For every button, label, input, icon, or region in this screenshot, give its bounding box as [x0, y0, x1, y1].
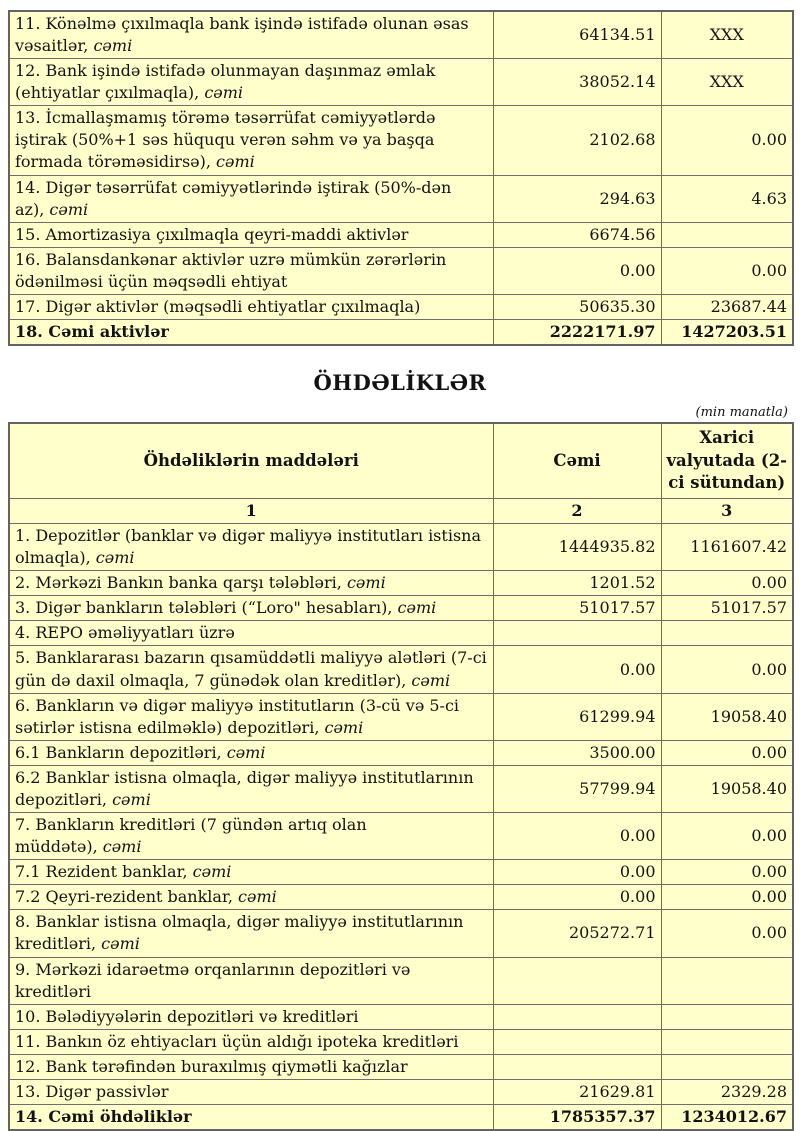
liabilities-row-fx-value: 0.00: [661, 571, 793, 596]
liabilities-row: [9, 571, 793, 596]
header-items-label: Öhdəliklərin maddələri: [9, 423, 493, 499]
liabilities-row-fx-value: 19058.40: [661, 765, 793, 812]
assets-row: [9, 11, 793, 59]
assets-row-fx-value: 23687.44: [661, 294, 793, 319]
assets-row: [9, 175, 793, 222]
liabilities-row-fx-value: 0.00: [661, 813, 793, 860]
liabilities-row-label: 4. REPO əməliyyatları üzrə: [9, 621, 493, 646]
liabilities-row: [9, 1054, 793, 1079]
assets-row: [9, 222, 793, 247]
liabilities-row: [9, 765, 793, 812]
unit-note: (min manatla): [695, 405, 788, 421]
assets-row-total-value: 38052.14: [493, 59, 661, 106]
liabilities-row-total-value: 205272.71: [493, 910, 661, 957]
liabilities-row: [9, 1079, 793, 1104]
assets-row-total-value: 6674.56: [493, 222, 661, 247]
assets-row-fx-value: 0.00: [661, 106, 793, 175]
liabilities-row: [9, 596, 793, 621]
liabilities-row-total-value: 0.00: [493, 646, 661, 693]
assets-row-fx-value: XXX: [661, 59, 793, 106]
liabilities-row-total-value: 57799.94: [493, 765, 661, 812]
liabilities-row-total-value: [493, 1004, 661, 1029]
liabilities-row-label: 11. Bankın öz ehtiyacları üçün aldığı ipoteka kreditləri: [9, 1029, 493, 1054]
liabilities-row-total-value: 3500.00: [493, 740, 661, 765]
liabilities-row-fx-value: [661, 1004, 793, 1029]
assets-row-total-value: 0.00: [493, 247, 661, 294]
liabilities-row-fx-value: 0.00: [661, 910, 793, 957]
liabilities-row-total-value: [493, 1029, 661, 1054]
assets-row-label: 13. İcmallaşmamış törəmə təsərrüfat cəmiyyətlərdə iştirak (50%+1 səs hüququ verən səhm və ya başqa formada törəməsidirsə), cəmi: [9, 106, 493, 175]
assets-row-label: 16. Balansdankənar aktivlər uzrə mümkün zərərlərin ödənilməsi üçün məqsədli ehtiyat: [9, 247, 493, 294]
liabilities-row-fx-value: 0.00: [661, 885, 793, 910]
assets-row-total-value: 294.63: [493, 175, 661, 222]
liabilities-row: [9, 813, 793, 860]
liabilities-row-fx-value: 19058.40: [661, 693, 793, 740]
liabilities-row-total-value: 1444935.82: [493, 524, 661, 571]
liabilities-row: [9, 1104, 793, 1130]
liabilities-row-label: 6.1 Bankların depozitləri, cəmi: [9, 740, 493, 765]
liabilities-row-fx-value: 0.00: [661, 860, 793, 885]
assets-row-fx-value: 1427203.51: [661, 320, 793, 346]
assets-row-label: 15. Amortizasiya çıxılmaqla qeyri-maddi aktivlər: [9, 222, 493, 247]
liabilities-row-fx-value: 1234012.67: [661, 1104, 793, 1130]
liabilities-row-fx-value: 0.00: [661, 740, 793, 765]
liabilities-row-total-value: [493, 957, 661, 1004]
liabilities-row: [9, 621, 793, 646]
header-total-label: Cəmi: [493, 423, 661, 499]
liabilities-row-total-value: 0.00: [493, 885, 661, 910]
liabilities-row: [9, 910, 793, 957]
column-number-2: 2: [493, 499, 661, 524]
liabilities-row-label: 9. Mərkəzi idarəetmə orqanlarının depozitləri və kreditləri: [9, 957, 493, 1004]
liabilities-row-fx-value: 2329.28: [661, 1079, 793, 1104]
liabilities-row-label: 3. Digər bankların tələbləri (“Loro" hesabları), cəmi: [9, 596, 493, 621]
liabilities-row-total-value: 51017.57: [493, 596, 661, 621]
section-title: ÖHDƏLİKLƏR: [313, 370, 487, 396]
assets-row: [9, 106, 793, 175]
liabilities-row-total-value: 1201.52: [493, 571, 661, 596]
liabilities-row-label: 12. Bank tərəfindən buraxılmış qiymətli kağızlar: [9, 1054, 493, 1079]
liabilities-row-label: 6.2 Banklar istisna olmaqla, digər maliyyə institutlarının depozitləri, cəmi: [9, 765, 493, 812]
liabilities-row-total-value: 21629.81: [493, 1079, 661, 1104]
liabilities-row-fx-value: 0.00: [661, 646, 793, 693]
assets-row-fx-value: [661, 222, 793, 247]
liabilities-row-label: 5. Banklararası bazarın qısamüddətli maliyyə alətləri (7-ci gün də daxil olmaqla, 7 günədək olan kreditlər), cəmi: [9, 646, 493, 693]
assets-row-label: 17. Digər aktivlər (məqsədli ehtiyatlar çıxılmaqla): [9, 294, 493, 319]
liabilities-row-label: 6. Bankların və digər maliyyə institutların (3-cü və 5-ci sətirlər istisna edilməklə) depozitləri, cəmi: [9, 693, 493, 740]
liabilities-row-label: 7.1 Rezident banklar, cəmi: [9, 860, 493, 885]
liabilities-row: [9, 885, 793, 910]
assets-row: [9, 294, 793, 319]
liabilities-row-label: 14. Cəmi öhdəliklər: [9, 1104, 493, 1130]
liabilities-row: [9, 740, 793, 765]
liabilities-row-fx-value: 1161607.42: [661, 524, 793, 571]
liabilities-row-fx-value: [661, 1054, 793, 1079]
liabilities-row-label: 7.2 Qeyri-rezident banklar, cəmi: [9, 885, 493, 910]
liabilities-header-row: [9, 423, 793, 499]
liabilities-row-fx-value: 51017.57: [661, 596, 793, 621]
assets-row: [9, 320, 793, 346]
liabilities-row: [9, 957, 793, 1004]
liabilities-row-total-value: [493, 1054, 661, 1079]
assets-row-fx-value: 4.63: [661, 175, 793, 222]
assets-row-total-value: 64134.51: [493, 11, 661, 59]
assets-table: [8, 10, 794, 346]
liabilities-row: [9, 860, 793, 885]
liabilities-row: [9, 646, 793, 693]
liabilities-row-label: 13. Digər passivlər: [9, 1079, 493, 1104]
liabilities-row-label: 8. Banklar istisna olmaqla, digər maliyyə institutlarının kreditləri, cəmi: [9, 910, 493, 957]
assets-row-total-value: 2102.68: [493, 106, 661, 175]
liabilities-row: [9, 693, 793, 740]
assets-row: [9, 59, 793, 106]
liabilities-row: [9, 1029, 793, 1054]
liabilities-row: [9, 524, 793, 571]
assets-row: [9, 247, 793, 294]
liabilities-row-total-value: 0.00: [493, 813, 661, 860]
liabilities-row-total-value: 1785357.37: [493, 1104, 661, 1130]
assets-row-label: 14. Digər təsərrüfat cəmiyyətlərində iştirak (50%-dən az), cəmi: [9, 175, 493, 222]
liabilities-row-fx-value: [661, 1029, 793, 1054]
assets-row-fx-value: XXX: [661, 11, 793, 59]
assets-row-total-value: 50635.30: [493, 294, 661, 319]
liabilities-row-label: 2. Mərkəzi Bankın banka qarşı tələbləri, cəmi: [9, 571, 493, 596]
column-number-1: 1: [9, 499, 493, 524]
liabilities-row-label: 10. Bələdiyyələrin depozitləri və kreditləri: [9, 1004, 493, 1029]
liabilities-row-total-value: [493, 621, 661, 646]
column-number-3: 3: [661, 499, 793, 524]
assets-row-total-value: 2222171.97: [493, 320, 661, 346]
assets-row-fx-value: 0.00: [661, 247, 793, 294]
liabilities-row: [9, 1004, 793, 1029]
liabilities-row-fx-value: [661, 957, 793, 1004]
assets-row-label: 11. Könəlmə çıxılmaqla bank işində istifadə olunan əsas vəsaitlər, cəmi: [9, 11, 493, 59]
liabilities-row-label: 7. Bankların kreditləri (7 gündən artıq olan müddətə), cəmi: [9, 813, 493, 860]
assets-row-label: 18. Cəmi aktivlər: [9, 320, 493, 346]
column-numbers-row: [9, 499, 793, 524]
liabilities-row-fx-value: [661, 621, 793, 646]
liabilities-row-total-value: 0.00: [493, 860, 661, 885]
liabilities-row-total-value: 61299.94: [493, 693, 661, 740]
liabilities-table: [8, 422, 794, 1131]
assets-row-label: 12. Bank işində istifadə olunmayan daşınmaz əmlak (ehtiyatlar çıxılmaqla), cəmi: [9, 59, 493, 106]
header-fx-label: Xarici valyutada (2-ci sütundan): [661, 423, 793, 499]
liabilities-row-label: 1. Depozitlər (banklar və digər maliyyə institutları istisna olmaqla), cəmi: [9, 524, 493, 571]
